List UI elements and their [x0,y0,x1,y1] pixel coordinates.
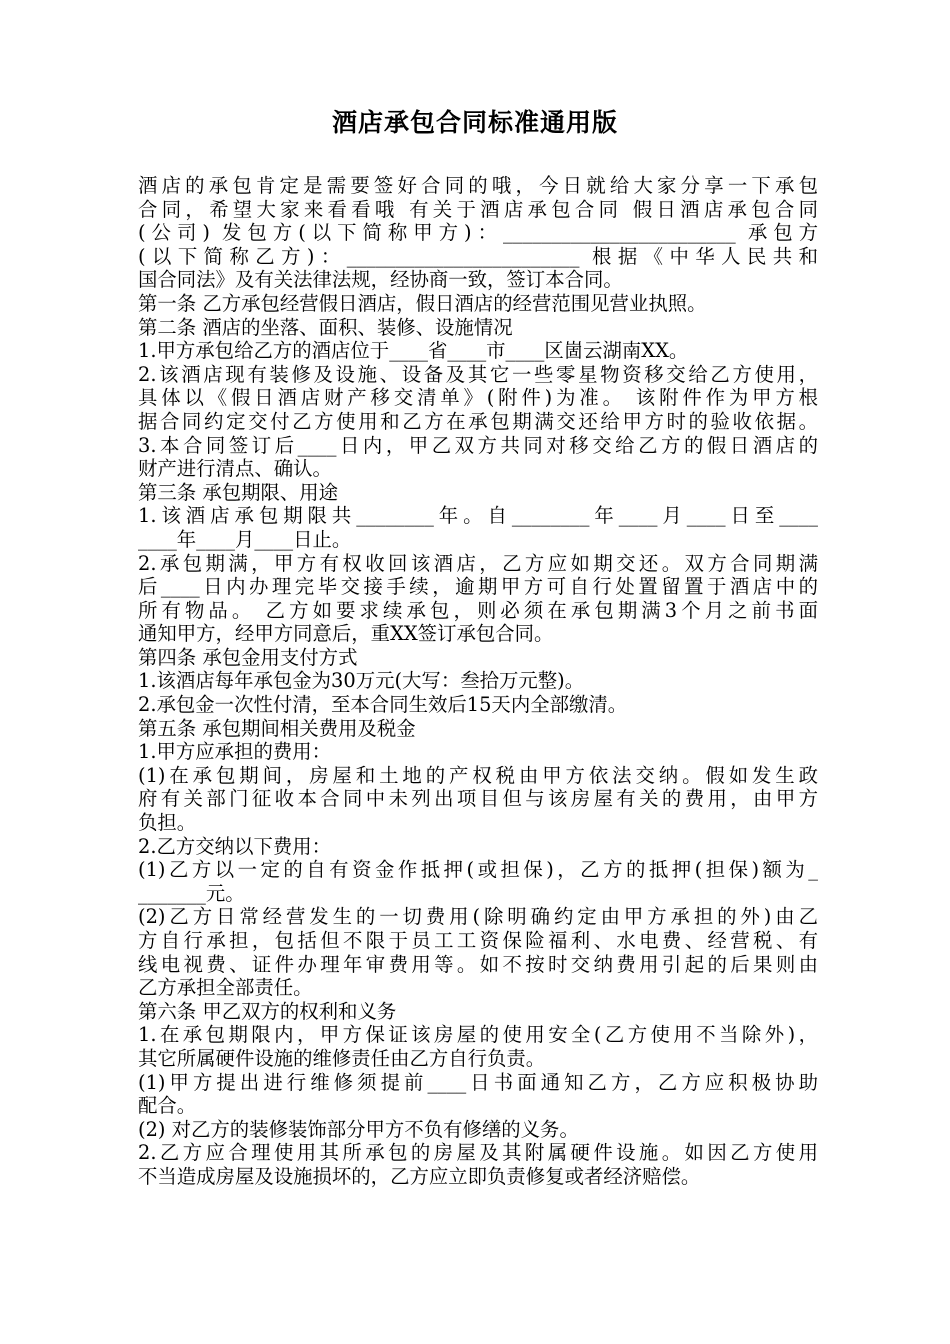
body-line: 国合同法》及有关法律法规，经协商一致，签订本合同。 [138,268,623,292]
body-line: (1)乙方以一定的自有资金作抵押(或担保)，乙方的抵押(担保)额为_ [138,858,818,882]
body-line: 2.承包期满，甲方有权收回该酒店，乙方应如期交还。双方合同期满 [138,551,818,575]
body-line: 据合同约定交付乙方使用和乙方在承包期满交还给甲方时的验收依据。 [138,409,818,433]
body-line: 具体以《假日酒店财产移交清单》(附件)为准。 该附件作为甲方根 [138,386,818,410]
body-line: 1.该酒店承包期限共________年。自________年____月____日至____ [138,504,818,528]
document-body [138,174,818,1189]
body-line: 1.该酒店每年承包金为30万元(大写：叁拾万元整)。 [138,669,585,693]
body-line: 通知甲方，经甲方同意后，重XX签订承包合同。 [138,622,554,646]
body-line: 1.甲方应承担的费用： [138,740,332,764]
article-heading: 第四条 承包金用支付方式 [138,645,358,669]
body-line: 乙方承担全部责任。 [138,976,313,1000]
body-line: 线电视费、证件办理年审费用等。如不按时交纳费用引起的后果则由 [138,952,818,976]
body-line: 财产进行清点、确认。 [138,457,332,481]
article-heading: 第三条 承包期限、用途 [138,480,339,504]
body-line: 方自行承担，包括但不限于员工工资保险福利、水电费、经营税、有 [138,929,818,952]
body-line: 2.该酒店现有装修及设施、设备及其它一些零星物资移交给乙方使用， [138,362,818,386]
body-line: 3.本合同签订后____日内，甲乙双方共同对移交给乙方的假日酒店的 [138,433,818,457]
document-title: 酒店承包合同标准通用版 [331,108,618,137]
body-line: 2.乙方应合理使用其所承包的房屋及其附属硬件设施。如因乙方使用 [138,1141,818,1165]
article-heading: 第二条 酒店的坐落、面积、装修、设施情况 [138,315,513,339]
body-line: ____年____月____日止。 [138,527,352,551]
body-line: (1)甲方提出进行维修须提前____日书面通知乙方，乙方应积极协助 [138,1070,818,1094]
article-heading: 第六条 甲乙双方的权利和义务 [138,999,397,1023]
body-line: 府有关部门征收本合同中未列出项目但与该房屋有关的费用，由甲方 [138,787,818,811]
body-line: 酒店的承包肯定是需要签好合同的哦，今日就给大家分享一下承包 [138,174,818,197]
body-line: (2) 对乙方的装修装饰部分甲方不负有修缮的义务。 [138,1117,579,1141]
body-line: (1)在承包期间，房屋和土地的产权税由甲方依法交纳。假如发生政 [138,763,818,787]
body-line: _______元。 [138,881,245,905]
body-line: (公司) 发包方(以下简称甲方)：________________________ 承包方 [138,221,818,245]
body-line: 1.甲方承包给乙方的酒店位于____省____市____区崮云湖南XX。 [138,339,689,363]
article-heading: 第一条 乙方承包经营假日酒店，假日酒店的经营范围见营业执照。 [138,291,707,315]
body-line: 不当造成房屋及设施损坏的，乙方应立即负责修复或者经济赔偿。 [138,1164,701,1188]
body-line: 后____日内办理完毕交接手续，逾期甲方可自行处置留置于酒店中的 [138,575,818,599]
body-line: 2.乙方交纳以下费用： [138,834,332,858]
body-line: 其它所属硬件设施的维修责任由乙方自行负责。 [138,1046,546,1070]
body-line: (以下简称乙方)：________________________ 根据《中华人民共和 [138,244,818,268]
body-line: 1.在承包期限内，甲方保证该房屋的使用安全(乙方使用不当除外)， [138,1023,818,1047]
body-line: (2)乙方日常经营发生的一切费用(除明确约定由甲方承担的外)由乙 [138,905,818,929]
article-heading: 第五条 承包期间相关费用及税金 [138,716,416,740]
body-line: 负担。 [138,811,197,835]
body-line: 合同，希望大家来看看哦 有关于酒店承包合同 假日酒店承包合同 [138,197,818,221]
body-line: 配合。 [138,1094,197,1118]
body-line: 2.承包金一次性付清，至本合同生效后15天内全部缴清。 [138,693,628,717]
body-line: 所有物品。 乙方如要求续承包，则必须在承包期满3个月之前书面 [138,598,818,622]
